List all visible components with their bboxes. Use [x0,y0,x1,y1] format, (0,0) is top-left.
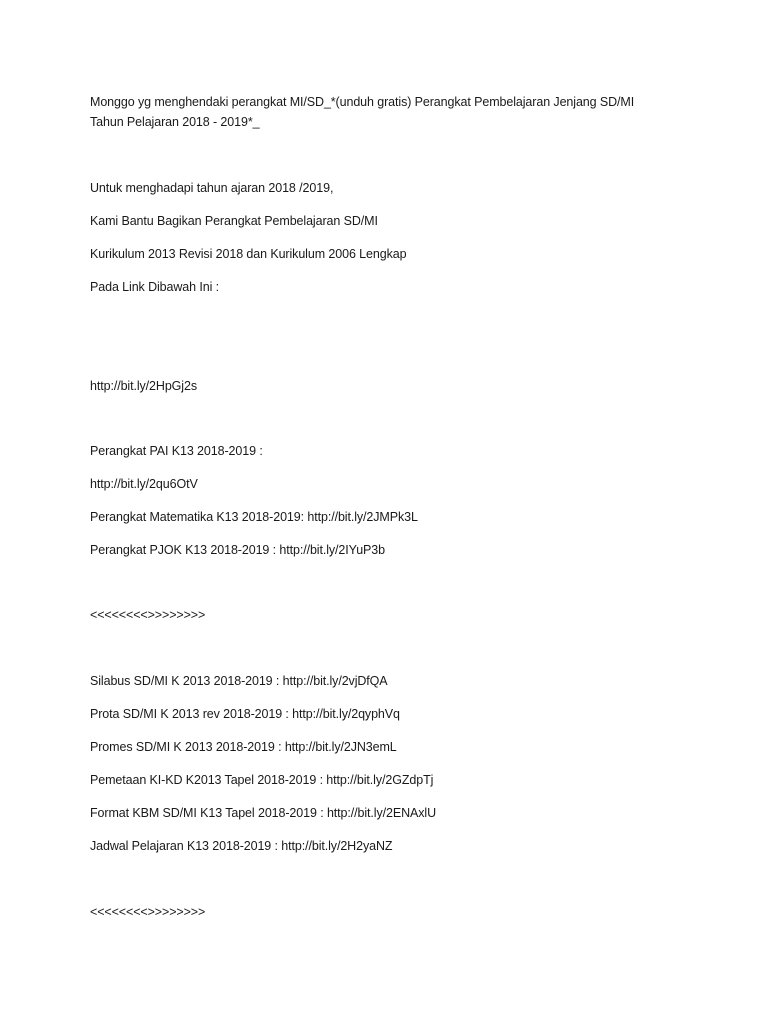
intro-line-2: Tahun Pelajaran 2018 - 2019*_ [90,115,260,129]
pai-label: Perangkat PAI K13 2018-2019 : [90,444,263,458]
main-link-text: http://bit.ly/2HpGj2s [90,379,197,393]
format-kbm-line: Format KBM SD/MI K13 Tapel 2018-2019 : http://bit.ly/2ENAxlU [90,806,437,820]
separator: <<<<<<<<>>>>>>>> [90,608,206,622]
silabus-line: Silabus SD/MI K 2013 2018-2019 : http://bit.ly/2vjDfQA [90,674,388,688]
separator: <<<<<<<<>>>>>>>> [90,905,206,919]
paragraph-line: Untuk menghadapi tahun ajaran 2018 /2019, [90,181,334,195]
paragraph-line: Kami Bantu Bagikan Perangkat Pembelajaran SD/MI [90,214,378,228]
pjok-line: Perangkat PJOK K13 2018-2019 : http://bit.ly/2IYuP3b [90,543,385,557]
paragraph-line: Kurikulum 2013 Revisi 2018 dan Kurikulum 2006 Lengkap [90,247,407,261]
pemetaan-line: Pemetaan KI-KD K2013 Tapel 2018-2019 : http://bit.ly/2GZdpTj [90,773,434,787]
jadwal-line: Jadwal Pelajaran K13 2018-2019 : http://bit.ly/2H2yaNZ [90,839,393,853]
promes-line: Promes SD/MI K 2013 2018-2019 : http://bit.ly/2JN3emL [90,740,397,754]
matematika-line: Perangkat Matematika K13 2018-2019: http://bit.ly/2JMPk3L [90,510,418,524]
pai-link-text: http://bit.ly/2qu6OtV [90,477,198,491]
prota-line: Prota SD/MI K 2013 rev 2018-2019 : http://bit.ly/2qyphVq [90,707,400,721]
intro-line-1: Monggo yg menghendaki perangkat MI/SD_*(unduh gratis) Perangkat Pembelajaran Jenjang SD/MI [90,95,635,109]
paragraph-line: Pada Link Dibawah Ini : [90,280,220,294]
